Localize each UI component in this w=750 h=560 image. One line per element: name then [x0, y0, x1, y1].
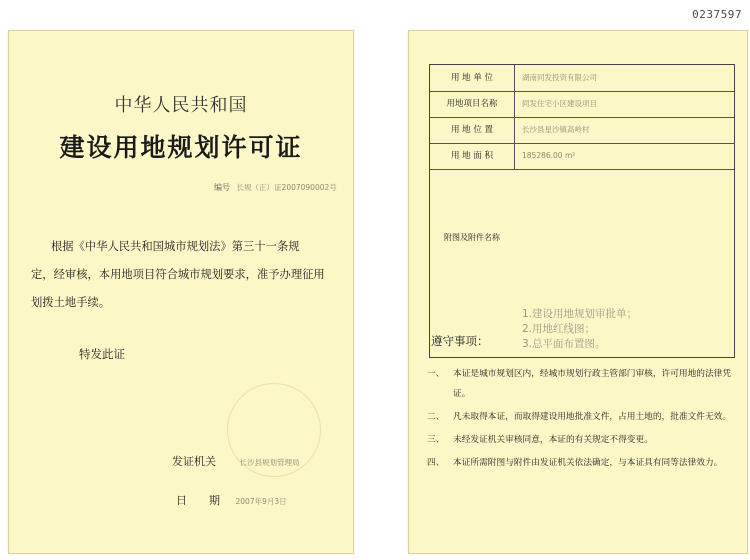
land-info-table — [429, 64, 735, 358]
date-row — [176, 492, 287, 508]
permit-front-page — [8, 30, 354, 554]
notes-title: 遵守事项： — [431, 334, 489, 348]
serial-number: 0237597 — [692, 8, 742, 21]
permit-number-label: 编号 — [214, 183, 230, 192]
note-number: 一、 — [427, 369, 445, 379]
row-label: 用地项目名称 — [430, 91, 515, 117]
attachments-label: 附图及附件名称 — [444, 233, 500, 242]
note-number: 三、 — [427, 435, 445, 445]
body-line: 定，经审核，本用地项目符合城市规划要求，准予办理征用 — [31, 268, 325, 281]
table-row — [430, 91, 734, 118]
permit-detail-page — [408, 30, 748, 554]
permit-body-text — [31, 233, 347, 317]
date-value: 2007年9月3日 — [235, 497, 287, 506]
note-item — [427, 453, 743, 473]
permit-title: 建设用地规划许可证 — [59, 133, 303, 162]
note-number: 四、 — [427, 458, 445, 468]
issuer-row — [172, 453, 300, 469]
table-row — [430, 65, 734, 92]
row-value: 长沙县星沙镇高岭村 — [522, 125, 590, 134]
note-item — [427, 407, 743, 427]
special-issue-text: 特发此证 — [79, 347, 125, 361]
notes-list — [427, 364, 743, 476]
row-value: 185286.00 m² — [522, 151, 576, 160]
note-text: 凡未取得本证，而取得建设用地批准文件，占用土地的，批准文件无效。 — [453, 412, 731, 422]
note-text: 未经发证机关审核同意，本证的有关规定不得变更。 — [453, 435, 653, 445]
body-line: 根据《中华人民共和国城市规划法》第三十一条规 — [51, 240, 300, 253]
issuer-label: 发证机关 — [172, 455, 216, 468]
country-name: 中华人民共和国 — [114, 95, 248, 116]
attachment-item: 1.建设用地规划审批单； — [522, 308, 638, 320]
attachment-item: 2.用地红线图； — [522, 323, 596, 335]
row-label: 用 地 单 位 — [430, 65, 515, 91]
note-item — [427, 364, 743, 404]
table-row — [430, 143, 734, 170]
note-number: 二、 — [427, 412, 445, 422]
issuer-value: 长沙县规划管理局 — [239, 458, 300, 467]
attachments-list — [522, 307, 637, 352]
row-label: 用 地 位 置 — [430, 117, 515, 143]
row-value: 同发住宅小区建设项目 — [522, 99, 597, 108]
row-label: 用 地 面 积 — [430, 143, 515, 169]
permit-number-row — [214, 182, 337, 193]
date-label: 日 期 — [176, 494, 220, 507]
note-text: 本证是城市规划区内，经城市规划行政主管部门审核，许可用地的法律凭证。 — [453, 369, 731, 399]
note-item — [427, 430, 743, 450]
note-text: 本证所需附图与附件由发证机关依法确定，与本证具有同等法律效力。 — [453, 458, 723, 468]
attachment-item: 3.总平面布置图。 — [522, 338, 606, 350]
permit-number-value: 长规（正）证2007090002号 — [236, 183, 337, 192]
table-row — [430, 117, 734, 144]
body-line: 划拨土地手续。 — [31, 296, 111, 309]
row-value: 湖南同发投资有限公司 — [522, 73, 597, 82]
